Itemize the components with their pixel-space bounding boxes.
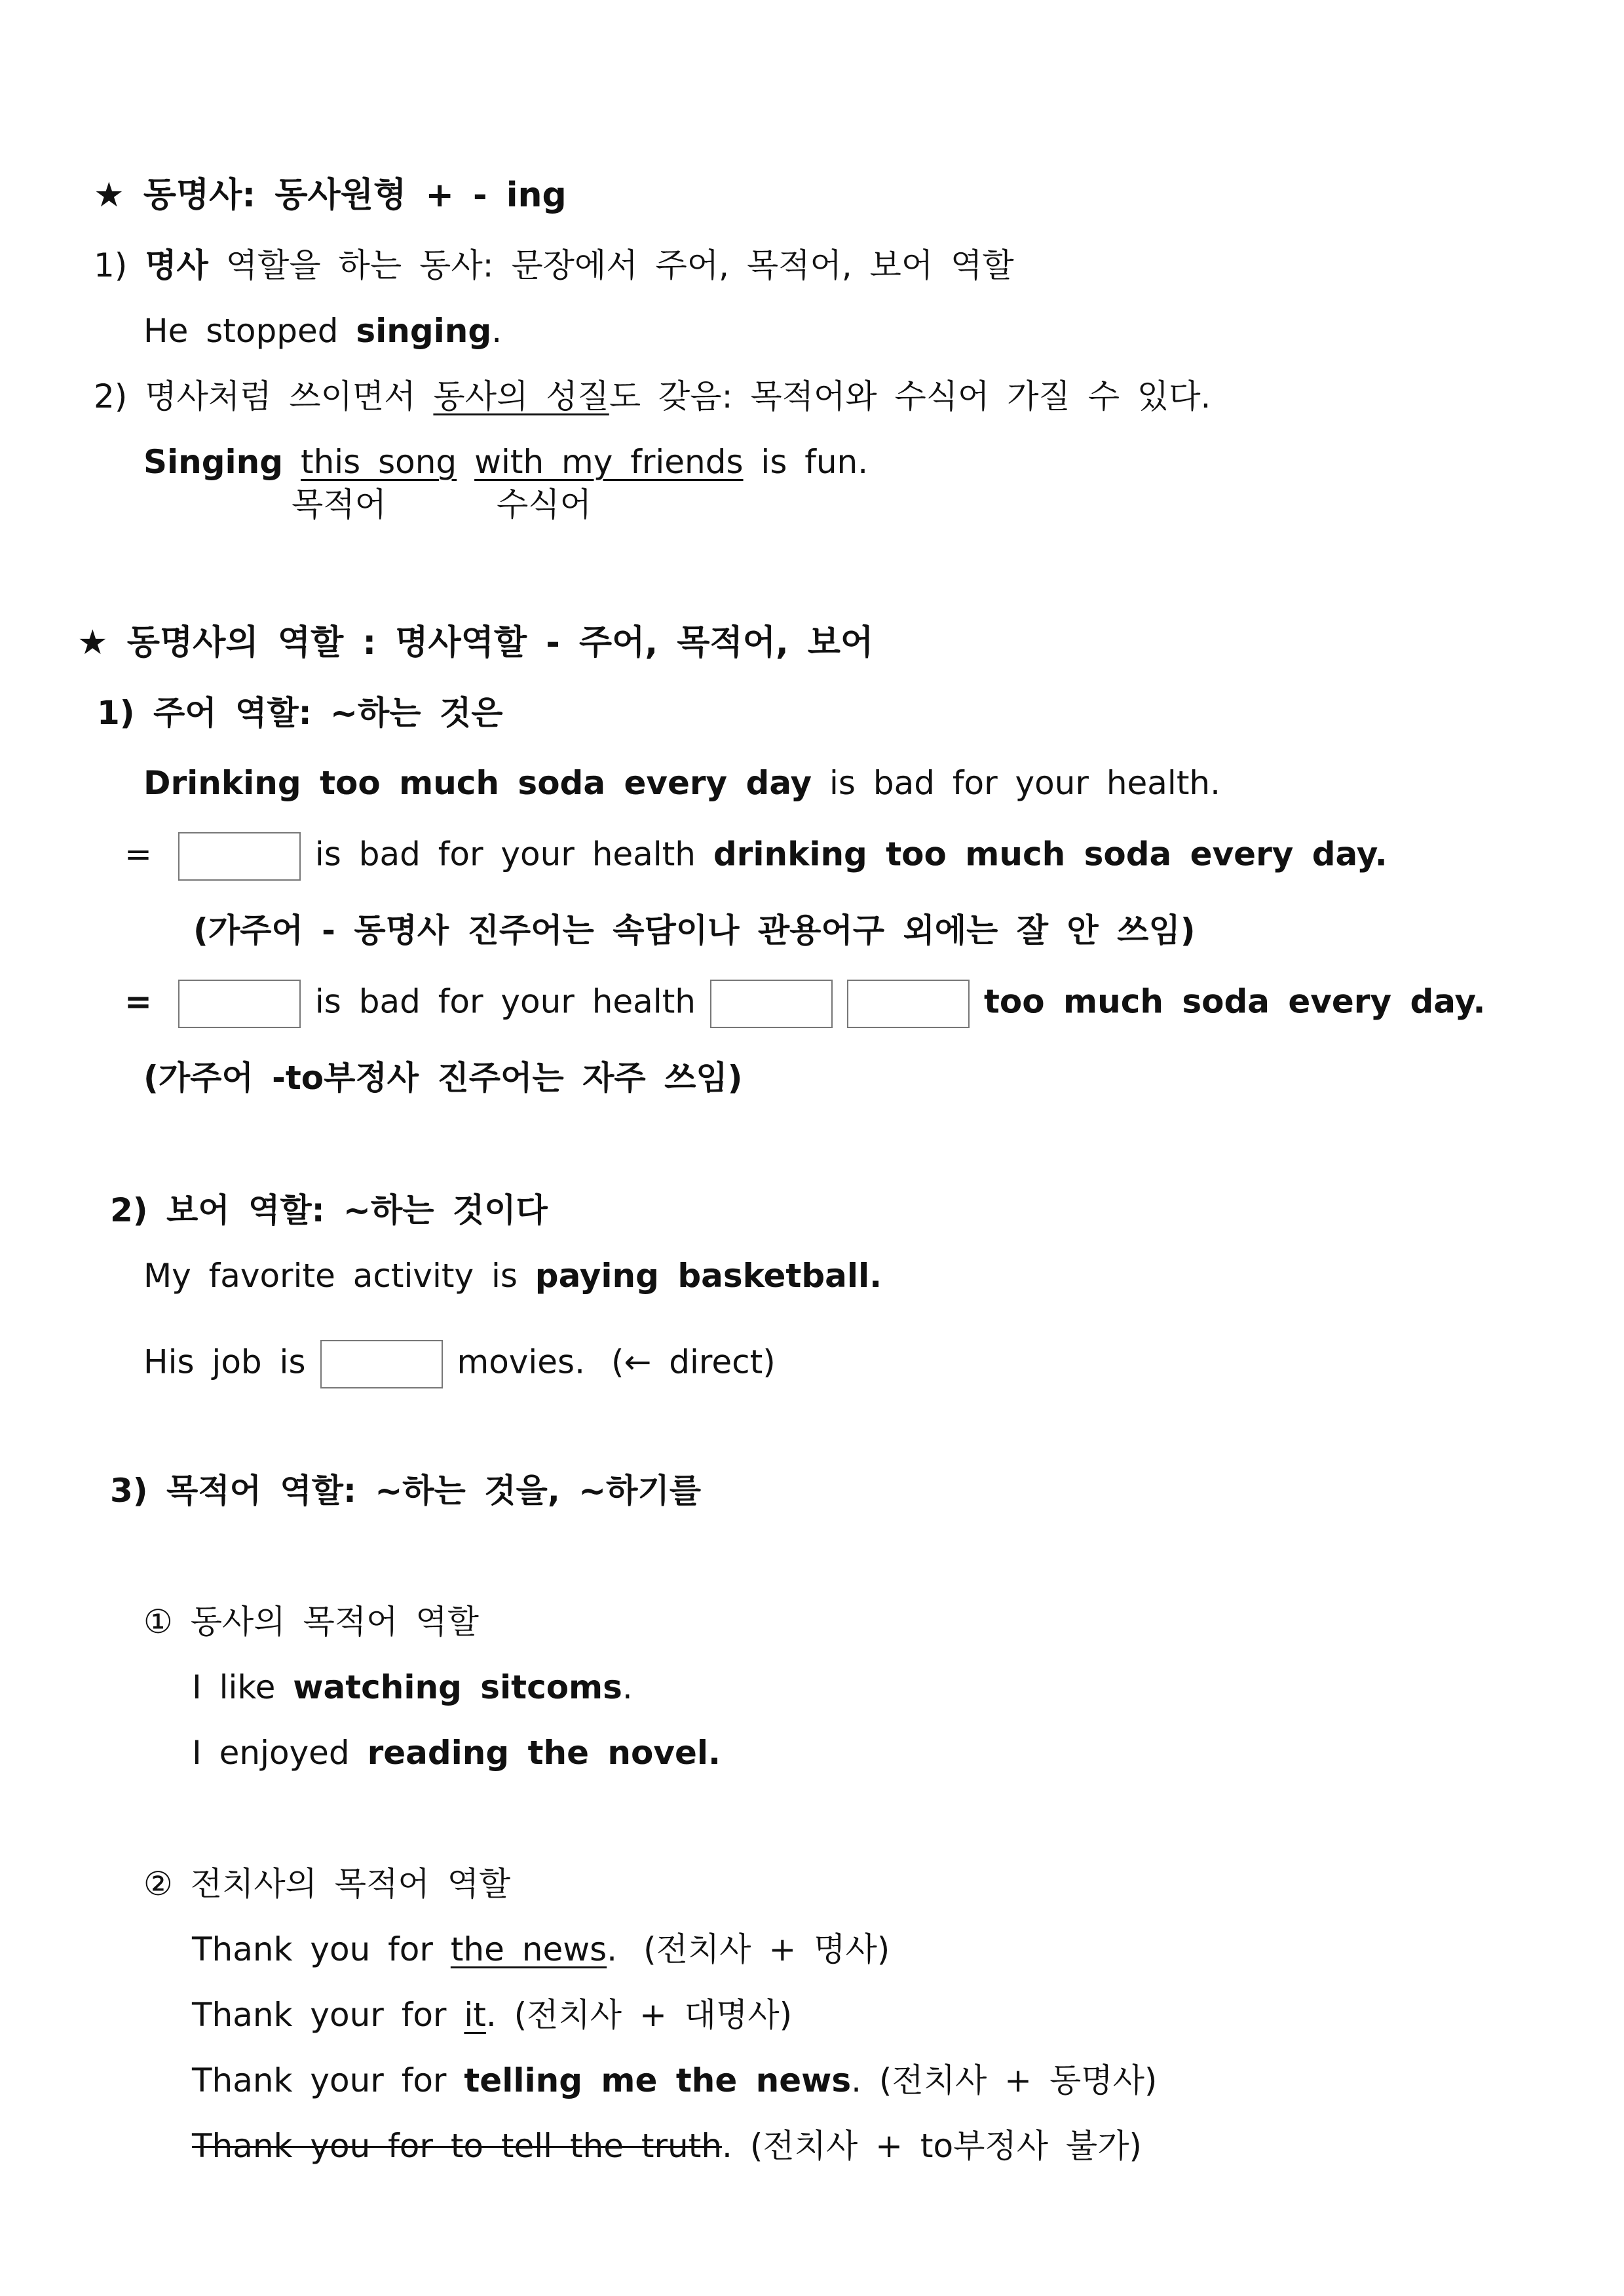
circle2-heading: ② 전치사의 목적어 역할 <box>143 1865 511 1903</box>
section2-heading: ★ 동명사의 역할 : 명사역할 - 주어, 목적어, 보어 <box>77 623 874 662</box>
answer-box-4[interactable] <box>847 980 970 1028</box>
ex-period: . <box>491 312 502 350</box>
ex-text: Thank you for <box>192 1930 451 1968</box>
ex-text: His job is <box>143 1343 306 1381</box>
answer-box-3[interactable] <box>710 980 833 1028</box>
example-favorite <box>143 1257 882 1295</box>
ex-hint: (← direct) <box>611 1343 776 1381</box>
ex-text: My favorite activity is <box>143 1257 535 1295</box>
ex-text: Thank your for <box>192 1996 464 2034</box>
ex-underlined: it <box>464 1996 486 2034</box>
ex-rest: is fun. <box>743 443 869 481</box>
item2-post: 도 갖음: 목적어와 수식어 가질 수 있다. <box>609 377 1211 415</box>
ex-bold: telling me the news <box>464 2061 852 2099</box>
ex-bold: drinking too much soda every day. <box>713 835 1388 873</box>
ex-period: . <box>622 1668 633 1706</box>
note-2: (가주어 -to부정사 진주어는 자주 쓰임) <box>143 1059 743 1097</box>
ex-rest: is bad for your health. <box>812 764 1221 802</box>
example-singing <box>143 443 869 481</box>
ex-bold: paying basketball. <box>535 1257 882 1295</box>
ex-modifier-underlined: with my friends <box>474 443 744 481</box>
sub2-heading: 2) 보어 역할: ~하는 것이다 <box>110 1191 548 1229</box>
item2-pre: 2) 명사처럼 쓰이면서 <box>94 377 434 415</box>
ex-movies: movies. <box>457 1343 585 1381</box>
ex-bold: singing <box>356 312 492 350</box>
ex-underlined: the news <box>450 1930 607 1968</box>
equals-sign: = <box>124 835 152 873</box>
item1-bold: 명사 <box>145 246 208 284</box>
answer-box-2[interactable] <box>178 980 301 1028</box>
item1-number: 1) <box>94 246 128 284</box>
sub1-heading: 1) 주어 역할: ~하는 것은 <box>97 694 503 732</box>
ex-mid: is bad for your health <box>314 835 713 873</box>
example-thank-telling <box>192 2061 1158 2099</box>
label-object: 목적어 <box>292 486 387 524</box>
ex-text: I enjoyed <box>192 1734 368 1772</box>
ex-mid: is bad for your health <box>314 982 696 1021</box>
ex-text: I like <box>192 1668 293 1706</box>
ex-period: . <box>607 1930 618 1968</box>
example-thank-news <box>192 1930 890 1968</box>
answer-box-1[interactable] <box>178 832 301 881</box>
ex-bold: Singing <box>143 443 284 481</box>
example-i-enjoyed <box>192 1734 721 1772</box>
example-he-stopped <box>143 312 502 350</box>
circle1-heading: ① 동사의 목적어 역할 <box>143 1603 479 1641</box>
example-his-job <box>143 1340 776 1388</box>
example-equals-1 <box>124 832 1388 881</box>
example-i-like <box>192 1668 633 1706</box>
ex-note: (전치사 + 명사) <box>643 1930 890 1968</box>
ex-struck: Thank you for to tell the truth <box>192 2127 723 2165</box>
item2 <box>94 377 1211 415</box>
ex-text: He stopped <box>143 312 356 350</box>
note-1: (가주어 - 동명사 진주어는 속담이나 관용어구 외에는 잘 안 쓰임) <box>193 911 1196 949</box>
ex-bold: too much soda every day. <box>984 982 1486 1021</box>
section1-heading: ★ 동명사: 동사원형 + - ing <box>94 176 567 215</box>
ex-note: . (전치사 + 대명사) <box>485 1996 793 2034</box>
example-drinking <box>143 764 1221 802</box>
item1-text: 역할을 하는 동사: 문장에서 주어, 목적어, 보어 역할 <box>208 246 1014 284</box>
ex-object-underlined: this song <box>300 443 457 481</box>
ex-note: . (전치사 + to부정사 불가) <box>722 2127 1142 2165</box>
example-equals-2 <box>124 980 1485 1028</box>
item1 <box>94 246 1014 284</box>
label-modifier: 수식어 <box>497 486 592 524</box>
ex-note: . (전치사 + 동명사) <box>851 2061 1158 2099</box>
sub3-heading: 3) 목적어 역할: ~하는 것을, ~하기를 <box>110 1472 702 1510</box>
ex-bold: Drinking too much soda every day <box>143 764 812 802</box>
ex-bold: reading the novel. <box>367 1734 721 1772</box>
example-thank-it <box>192 1996 793 2034</box>
example-thank-to-tell <box>192 2127 1142 2165</box>
answer-box-5[interactable] <box>320 1340 443 1388</box>
equals-sign: = <box>124 982 152 1021</box>
ex-bold: watching sitcoms <box>293 1668 622 1706</box>
ex-text: Thank your for <box>192 2061 464 2099</box>
item2-underlined: 동사의 성질 <box>433 377 609 415</box>
